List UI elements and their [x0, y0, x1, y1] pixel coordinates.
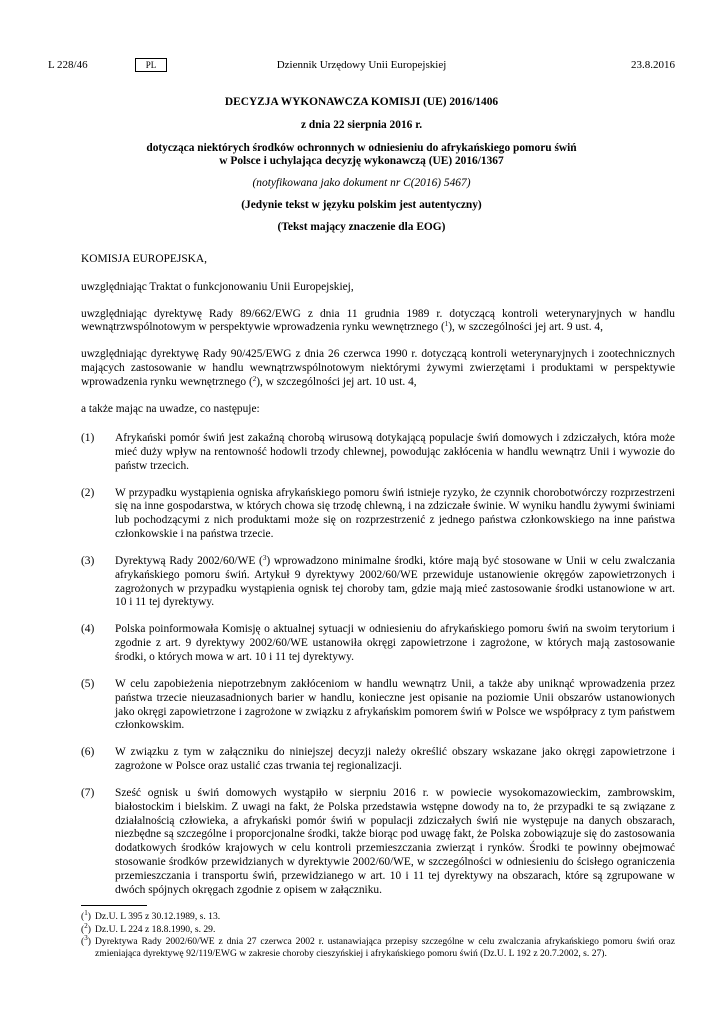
footnote	[81, 911, 675, 923]
recital	[81, 746, 675, 774]
footnote-number: ($^3$)	[81, 934, 91, 948]
journal-name: Dziennik Urzędowy Unii Europejskiej	[276, 59, 447, 71]
citation-text: uwzględniając dyrektywę Rady 89/662/EWG z dnia 11 grudnia 1989 r. dotyczącą kontroli weterynaryjnych w handlu wewnątrzwspólnotowym w perspektywie wprowadzenia rynku wewnętrznego (	[81, 307, 675, 334]
footnote-number-value: 2	[84, 921, 88, 930]
recital-text: W związku z tym w załączniku do niniejszej decyzji należy określić obszary wskazane jako okręgi zapowietrzone i zagrożone w Polsce oraz ustalić czas trwania tej regionalizacji.	[115, 746, 675, 773]
footnote	[81, 936, 675, 959]
decision-subject	[48, 142, 675, 168]
recital-number: (2)	[81, 486, 95, 499]
recital-text: W przypadku wystąpienia ogniska afrykańskiego pomoru świń istnieje ryzyko, że czynnik chorobotwórczy rozprzestrzeni się na inne gospodarstwa, w których chowa się trzodę chlewną, i na zdziczałe świnie. W wyniku handlu żywymi świniami lub pochodzącymi z nich produktami może się on rozprzestrzenić z jednego państwa członkowskiego na inne państwa członkowskie i na państwa trzecie.	[115, 486, 675, 540]
preamble	[81, 253, 675, 429]
citation-text: uwzględniając dyrektywę Rady 90/425/EWG z dnia 26 czerwca 1990 r. dotyczącą kontroli weterynaryjnych i zootechnicznych mających zastosowanie w handlu wewnątrzwspólnotowym niektórymi żywymi zwierzętami i produktami w perspektywie wprowadzenia rynku wewnętrznego (	[81, 348, 675, 388]
footnote-text: Dz.U. L 224 z 18.8.1990, s. 29.	[95, 923, 216, 935]
footnote-number: ($^1$)	[81, 909, 91, 922]
decision-subject-line2: w Polsce i uchylająca decyzję wykonawczą (UE) 2016/1367	[219, 155, 504, 167]
recital-text: Afrykański pomór świń jest zakaźną chorobą wirusową dotykającą populacje świń domowych i zdziczałych, która może mieć duży wpływ na rentowność hodowli trzody chlewnej, powodując zakłócenia w handlu wewnątrz Unii i wywozie do państw trzecich.	[115, 432, 675, 472]
footnote-text: Dz.U. L 395 z 30.12.1989, s. 13.	[95, 911, 221, 922]
notified-note: (notyfikowana jako dokument nr C(2016) 5467)	[252, 177, 471, 189]
footnote-ref[interactable]: 2	[252, 374, 257, 383]
language-badge: PL	[135, 58, 167, 72]
footnote-number-value: 1	[84, 909, 88, 917]
footnotes	[81, 911, 675, 960]
commission-heading: KOMISJA EUROPEJSKA,	[81, 253, 207, 265]
recital-text-part: ) wprowadzono minimalne środki, które mają być stosowane w Unii w celu zwalczania afrykańskiego pomoru świń. Artykuł 9 dyrektywy 2002/60/WE przewiduje ustanowienie okręgów zapowietrzonych i zagrożonych w przypadku wystąpienia ognisk tej choroby tam, gdzie mają mieć zastosowanie środki ustanowione w art. 10 i 11 tej dyrektywy.	[115, 554, 675, 609]
footnote	[81, 921, 675, 936]
recital-text: W celu zapobieżenia niepotrzebnym zakłóceniom w handlu wewnątrz Unii, a także aby uniknąć wprowadzenia przez państwa trzecie nieuzasadnionych barier w handlu, konieczne jest opisanie na poziomie Unii obszarów ustanowionych jako okręgi zapowietrzone i zagrożone w związku z afrykańskim pomorem świń w Polsce we współpracy z tym państwem członkowskim.	[115, 677, 675, 732]
page-header	[48, 59, 675, 75]
recital-number: (5)	[81, 677, 95, 690]
page-reference: L 228/46	[48, 59, 88, 71]
eea-relevance-note: (Tekst mający znaczenie dla EOG)	[277, 221, 446, 233]
footnote-text: Dyrektywa Rady 2002/60/WE z dnia 27 czerwca 2002 r. ustanawiająca przepisy szczególne w celu zwalczania afrykańskiego pomoru świń oraz zmieniająca dyrektywę 92/119/EWG w zakresie choroby cieszyńskiej i afrykańskiego pomoru świń (Dz.U. L 192 z 20.7.2002, s. 27).	[95, 936, 675, 959]
citation-treaty: uwzględniając Traktat o funkcjonowaniu Unii Europejskiej,	[81, 280, 354, 293]
recitals-list	[81, 432, 675, 911]
recital-number: (1)	[81, 432, 95, 444]
decision-date: z dnia 22 sierpnia 2016 r.	[300, 119, 423, 131]
decision-title: DECYZJA WYKONAWCZA KOMISJI (UE) 2016/1406	[224, 96, 499, 108]
citation-text: ), w szczególności jej art. 9 ust. 4,	[448, 321, 603, 334]
recital-text: Polska poinformowała Komisję o aktualnej sytuacji w odniesieniu do afrykańskiego pomoru świń na swoim terytorium i zgodnie z art. 9 dyrektywy 2002/60/WE ustanowiła okręgi zapowietrzone i zagrożone, w których mają zastosowanie środki, o których mowa w art. 10 i 11 tej dyrektywy.	[115, 623, 675, 663]
footnote-ref[interactable]: 1	[444, 320, 449, 329]
recital-number: (6)	[81, 746, 95, 759]
recital-text	[115, 555, 675, 610]
recital-text-part: Dyrektywą Rady 2002/60/WE (	[115, 554, 263, 567]
document-title-block	[48, 96, 675, 234]
authentic-language-note: (Jedynie tekst w języku polskim jest autentyczny)	[241, 199, 482, 211]
footnote-ref[interactable]: 3	[262, 553, 267, 562]
footnote-number: ($^2$)	[81, 921, 91, 935]
citation-directive-90-425	[81, 348, 675, 389]
whereas-intro: a także mając na uwadze, co następuje:	[81, 402, 260, 415]
decision-subject-line1: dotycząca niektórych środków ochronnych w odniesieniu do afrykańskiego pomoru świń	[146, 142, 577, 154]
recital-number: (3)	[81, 554, 95, 567]
recital-number: (4)	[81, 623, 95, 636]
footnote-separator	[81, 905, 147, 906]
recital-number: (7)	[81, 787, 95, 800]
recital	[81, 432, 675, 473]
recital	[81, 623, 675, 664]
recital	[81, 787, 675, 897]
recital	[81, 555, 675, 610]
citation-text: ), w szczególności jej art. 10 ust. 4,	[256, 375, 417, 388]
footnote-number-value: 3	[84, 934, 88, 943]
publication-date: 23.8.2016	[631, 59, 675, 71]
citation-directive-89-662	[81, 308, 675, 336]
recital-text: Sześć ognisk u świń domowych wystąpiło w sierpniu 2016 r. w powiecie wysokomazowieckim, zambrowskim, białostockim i bielskim. Z uwagi na fakt, że Polska przedstawia wstępne dowody na to, że przypadki te są związane z działalnością człowieka, a afrykański pomór świń w populacji zdziczałych świń nie występuje na danych obszarach, niezbędne są szczególne i proporcjonalne środki, także biorąc pod uwagę fakt, że Polska zobowiązuje się do zastosowania dodatkowych środków krajowych w celu kontroli przemieszczania zwierząt i rynków. Środki te powinny obejmować stosowanie środków przewidzianych w dyrektywie 2002/60/WE, w szczególności w odniesieniu do ścisłego ograniczenia przemieszczania i transportu świń, przewidzianego w art. 10 i 11 tej dyrektywy na obszarach, które są zgrupowane w dwóch spójnych okręgach zgodnie z opisem w załączniku.	[115, 787, 675, 896]
recital	[81, 678, 675, 733]
recital	[81, 487, 675, 542]
